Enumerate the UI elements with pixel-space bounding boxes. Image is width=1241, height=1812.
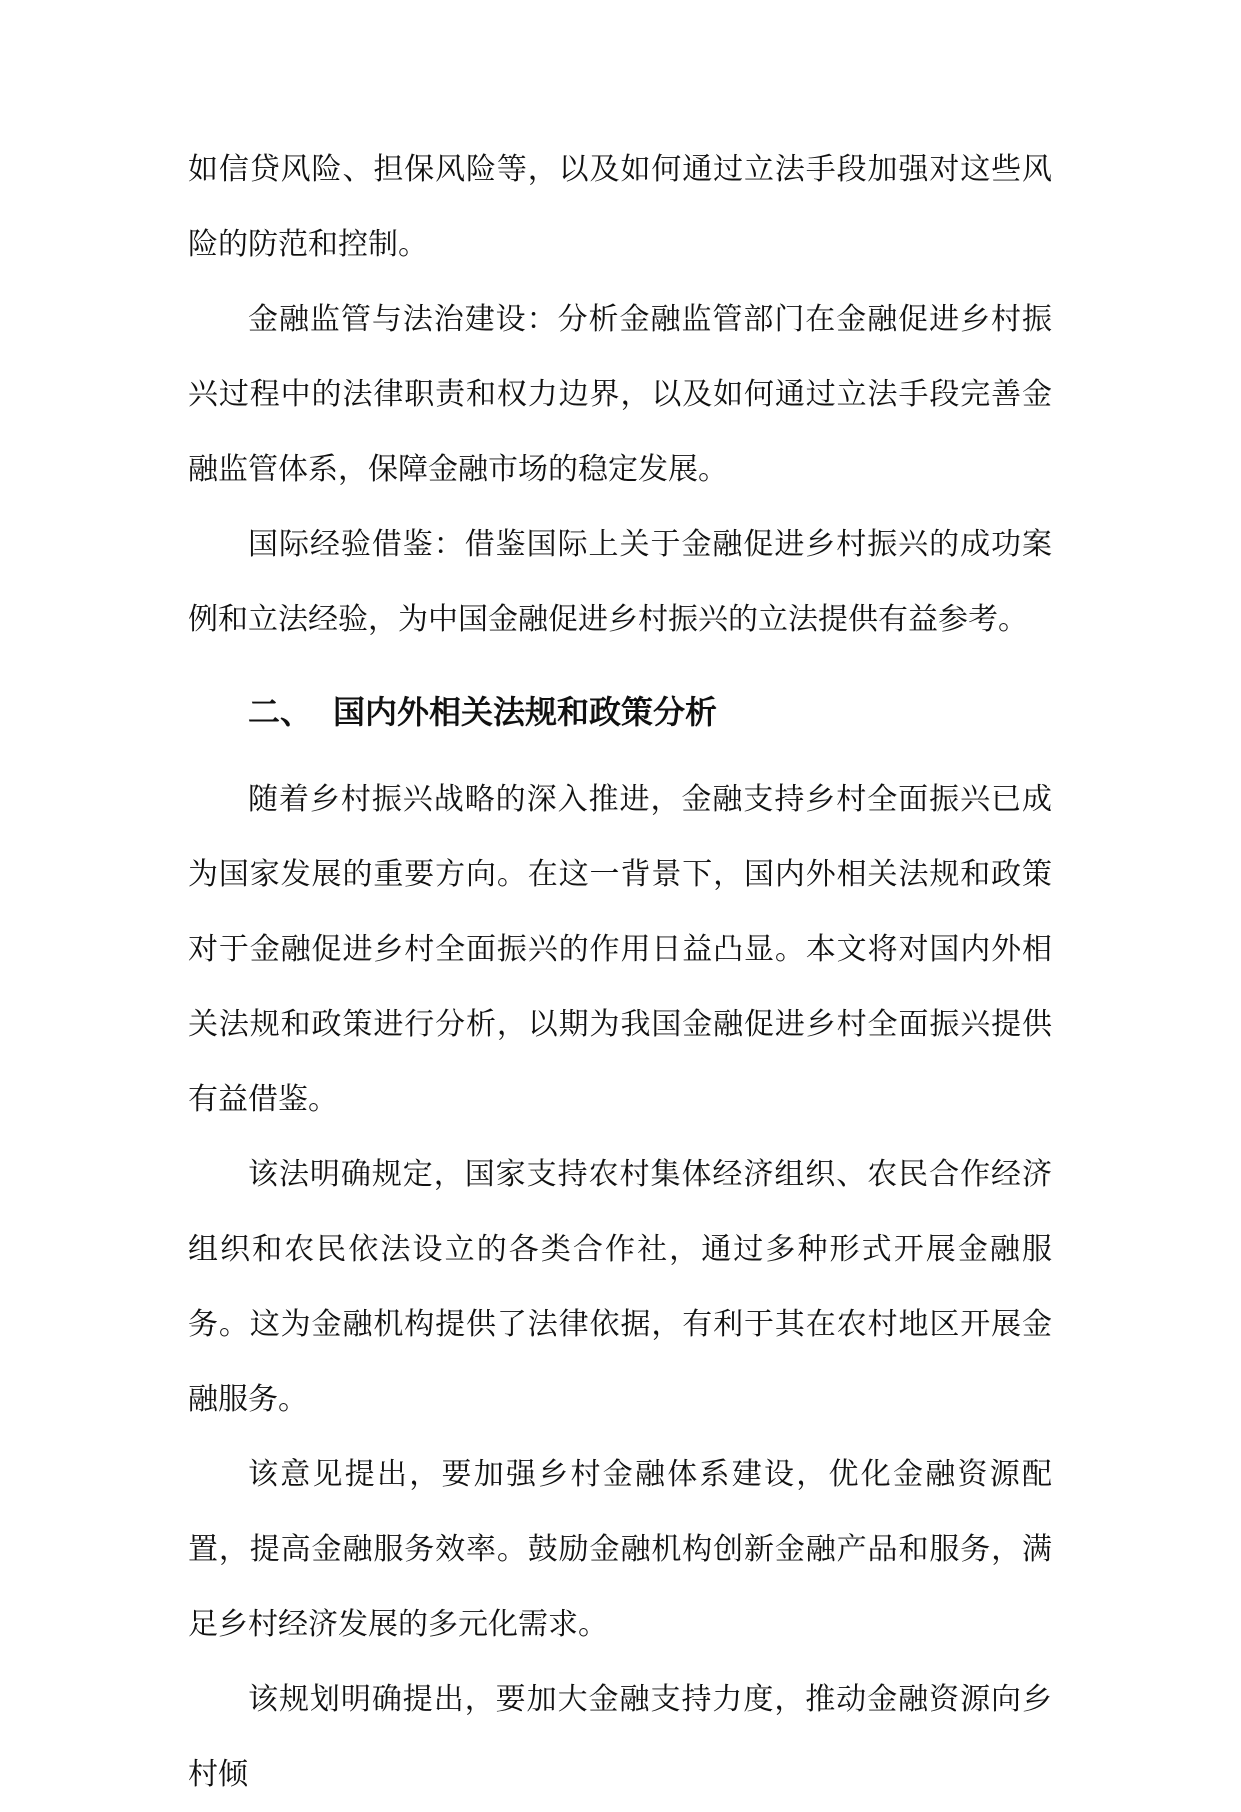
paragraph-opinion: 该意见提出，要加强乡村金融体系建设，优化金融资源配置，提高金融服务效率。鼓励金融机构创新金融产品和服务，满足乡村经济发展的多元化需求。 <box>188 1457 1052 1642</box>
paragraph-background: 随着乡村振兴战略的深入推进，金融支持乡村全面振兴已成为国家发展的重要方向。在这一背景下，国内外相关法规和政策对于金融促进乡村全面振兴的作用日益凸显。本文将对国内外相关法规和政策进行分析，以期为我国金融促进乡村全面振兴提供有益借鉴。 <box>188 782 1052 1117</box>
section-title: 国内外相关法规和政策分析 <box>333 693 718 731</box>
document-body <box>188 132 1052 1812</box>
paragraph-plan: 该规划明确提出，要加大金融支持力度，推动金融资源向乡村倾 <box>188 1682 1052 1792</box>
paragraph-continuation: 如信贷风险、担保风险等，以及如何通过立法手段加强对这些风险的防范和控制。 <box>188 152 1052 262</box>
section-heading <box>188 662 1052 762</box>
paragraph-international-experience: 国际经验借鉴：借鉴国际上关于金融促进乡村振兴的成功案例和立法经验，为中国金融促进乡村振兴的立法提供有益参考。 <box>188 527 1052 637</box>
section-number: 二、 <box>248 693 313 731</box>
paragraph-law-provisions: 该法明确规定，国家支持农村集体经济组织、农民合作经济组织和农民依法设立的各类合作社，通过多种形式开展金融服务。这为金融机构提供了法律依据，有利于其在农村地区开展金融服务。 <box>188 1157 1052 1417</box>
paragraph-financial-supervision: 金融监管与法治建设：分析金融监管部门在金融促进乡村振兴过程中的法律职责和权力边界，以及如何通过立法手段完善金融监管体系，保障金融市场的稳定发展。 <box>188 302 1052 487</box>
